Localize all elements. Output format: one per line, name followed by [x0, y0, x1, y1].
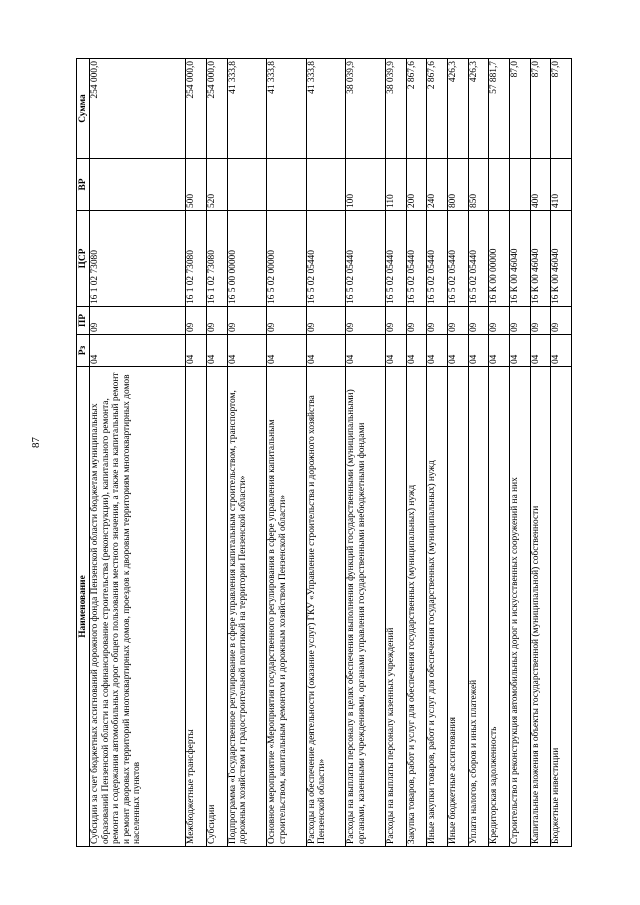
rotated-page-content — [76, 59, 572, 847]
cell-csr: 16 5 02 05440 — [346, 211, 386, 307]
cell-pr: 09 — [427, 307, 448, 335]
cell-vr: 100 — [346, 159, 386, 211]
cell-vr: 110 — [385, 159, 406, 211]
table-row — [90, 59, 186, 847]
cell-pr: 09 — [227, 307, 267, 335]
cell-pr: 09 — [385, 307, 406, 335]
cell-sum: 87,0 — [530, 59, 551, 159]
cell-vr: 800 — [447, 159, 468, 211]
cell-csr: 16 К 00 46040 — [530, 211, 551, 307]
cell-sum: 41 333,8 — [227, 59, 267, 159]
cell-vr: 400 — [530, 159, 551, 211]
cell-sum: 87,0 — [509, 59, 530, 159]
header-name: Наименование — [77, 367, 90, 847]
cell-rz: 04 — [489, 335, 510, 367]
cell-vr — [509, 159, 530, 211]
cell-csr: 16 1 02 73080 — [186, 211, 207, 307]
cell-pr: 09 — [447, 307, 468, 335]
table-row — [206, 59, 227, 847]
cell-sum: 426,3 — [468, 59, 489, 159]
cell-pr: 09 — [206, 307, 227, 335]
cell-rz: 04 — [509, 335, 530, 367]
cell-rz: 04 — [447, 335, 468, 367]
cell-sum: 41 333,8 — [267, 59, 307, 159]
cell-csr: 16 5 02 05440 — [447, 211, 468, 307]
cell-csr: 16 К 00 00000 — [489, 211, 510, 307]
cell-rz: 04 — [385, 335, 406, 367]
cell-name: Подпрограмма «Государственное регулирование в сфере управления капитальным строительством, транспортом, дорожным хозяйством и градостроительной политикой на территории Пензенской области» — [227, 367, 267, 847]
cell-rz: 04 — [267, 335, 307, 367]
cell-vr: 500 — [186, 159, 207, 211]
cell-csr: 16 5 02 05440 — [468, 211, 489, 307]
cell-sum: 2 867,6 — [427, 59, 448, 159]
cell-vr — [267, 159, 307, 211]
cell-rz: 04 — [427, 335, 448, 367]
cell-name: Расходы на выплаты персоналу казенных учреждений — [385, 367, 406, 847]
cell-csr: 16 5 02 00000 — [267, 211, 307, 307]
cell-pr: 09 — [468, 307, 489, 335]
table-row — [551, 59, 572, 847]
table-row — [489, 59, 510, 847]
cell-name: Капитальные вложения в объекты государственной (муниципальной) собственности — [530, 367, 551, 847]
cell-rz: 04 — [206, 335, 227, 367]
table-row — [530, 59, 551, 847]
header-sum: Сумма — [77, 59, 90, 159]
cell-pr: 09 — [530, 307, 551, 335]
cell-name: Бюджетные инвестиции — [551, 367, 572, 847]
cell-csr: 16 5 02 05440 — [427, 211, 448, 307]
cell-sum: 254 000,0 — [186, 59, 207, 159]
cell-pr: 09 — [267, 307, 307, 335]
table-row — [468, 59, 489, 847]
cell-pr: 09 — [551, 307, 572, 335]
cell-rz: 04 — [551, 335, 572, 367]
header-csr: ЦСР — [77, 211, 90, 307]
header-rz: Рз — [77, 335, 90, 367]
table-row — [267, 59, 307, 847]
cell-vr — [227, 159, 267, 211]
cell-name: Основное мероприятие «Мероприятия государственного регулирования в сфере управления капитальным строительством, капитальным ремонтом и дорожным хозяйством Пензенской области» — [267, 367, 307, 847]
cell-vr: 520 — [206, 159, 227, 211]
cell-name: Расходы на выплаты персоналу в целях обеспечения выполнения функций государственными (муниципальными) органами, казенными учреждениями, органами управления государственными внебюджетными фондами — [346, 367, 386, 847]
cell-name: Расходы на обеспечение деятельности (оказание услуг) ГКУ «Управление строительства и дорожного хозяйства Пензенской области» — [306, 367, 346, 847]
cell-csr: 16 1 02 73080 — [206, 211, 227, 307]
cell-sum: 57 881,7 — [489, 59, 510, 159]
cell-csr: 16 5 02 05440 — [406, 211, 427, 307]
cell-vr: 850 — [468, 159, 489, 211]
cell-csr: 16 1 02 73080 — [90, 211, 186, 307]
cell-sum: 254 000,0 — [90, 59, 186, 159]
cell-csr: 16 5 02 05440 — [306, 211, 346, 307]
cell-csr: 16 5 02 05440 — [385, 211, 406, 307]
table-row — [227, 59, 267, 847]
cell-vr: 240 — [427, 159, 448, 211]
table-row — [306, 59, 346, 847]
table-body — [90, 59, 572, 847]
cell-name: Иные бюджетные ассигнования — [447, 367, 468, 847]
cell-vr: 410 — [551, 159, 572, 211]
header-vr: ВР — [77, 159, 90, 211]
cell-pr: 09 — [489, 307, 510, 335]
cell-name: Иные закупки товаров, работ и услуг для обеспечения государственных (муниципальных) нужд — [427, 367, 448, 847]
table-row — [427, 59, 448, 847]
cell-sum: 254 000,0 — [206, 59, 227, 159]
cell-rz: 04 — [227, 335, 267, 367]
table-row — [346, 59, 386, 847]
cell-pr: 09 — [406, 307, 427, 335]
cell-name: Межбюджетные трансферты — [186, 367, 207, 847]
cell-sum: 87,0 — [551, 59, 572, 159]
cell-vr — [489, 159, 510, 211]
cell-csr: 16 5 00 00000 — [227, 211, 267, 307]
header-pr: ПР — [77, 307, 90, 335]
cell-vr — [90, 159, 186, 211]
cell-rz: 04 — [306, 335, 346, 367]
cell-rz: 04 — [90, 335, 186, 367]
cell-pr: 09 — [186, 307, 207, 335]
cell-rz: 04 — [468, 335, 489, 367]
cell-rz: 04 — [530, 335, 551, 367]
cell-vr — [306, 159, 346, 211]
cell-csr: 16 К 00 46040 — [551, 211, 572, 307]
cell-name: Закупка товаров, работ и услуг для обеспечения государственных (муниципальных) нужд — [406, 367, 427, 847]
table-row — [186, 59, 207, 847]
cell-name: Субсидии за счет бюджетных ассигнований дорожного фонда Пензенской области бюджетам муниципальных образований Пензенской области на софинансирование строительства (реконструкции), капитального ремонта, ремонта и содержания автомобильных дорог общего пользования местного значения, а также на капитальный ремонт и ремонт дворовых территорий многоквартирных домов, проездов к дворовым территориям многоквартирных домов населенных пунктов — [90, 367, 186, 847]
cell-sum: 41 333,8 — [306, 59, 346, 159]
cell-sum: 38 039,9 — [346, 59, 386, 159]
cell-sum: 2 867,6 — [406, 59, 427, 159]
cell-rz: 04 — [186, 335, 207, 367]
table-row — [447, 59, 468, 847]
cell-pr: 09 — [90, 307, 186, 335]
table-row — [385, 59, 406, 847]
page-number: 87 — [30, 437, 42, 448]
budget-table — [76, 58, 572, 847]
cell-vr: 200 — [406, 159, 427, 211]
cell-name: Уплата налогов, сборов и иных платежей — [468, 367, 489, 847]
cell-rz: 04 — [346, 335, 386, 367]
cell-name: Кредиторская задолженность — [489, 367, 510, 847]
cell-sum: 426,3 — [447, 59, 468, 159]
table-row — [509, 59, 530, 847]
cell-pr: 09 — [509, 307, 530, 335]
cell-name: Строительство и реконструкция автомобильных дорог и искусственных сооружений на них — [509, 367, 530, 847]
cell-csr: 16 К 00 46040 — [509, 211, 530, 307]
cell-name: Субсидии — [206, 367, 227, 847]
cell-sum: 38 039,9 — [385, 59, 406, 159]
cell-rz: 04 — [406, 335, 427, 367]
cell-pr: 09 — [346, 307, 386, 335]
table-row — [406, 59, 427, 847]
cell-pr: 09 — [306, 307, 346, 335]
table-header-row — [77, 59, 90, 847]
